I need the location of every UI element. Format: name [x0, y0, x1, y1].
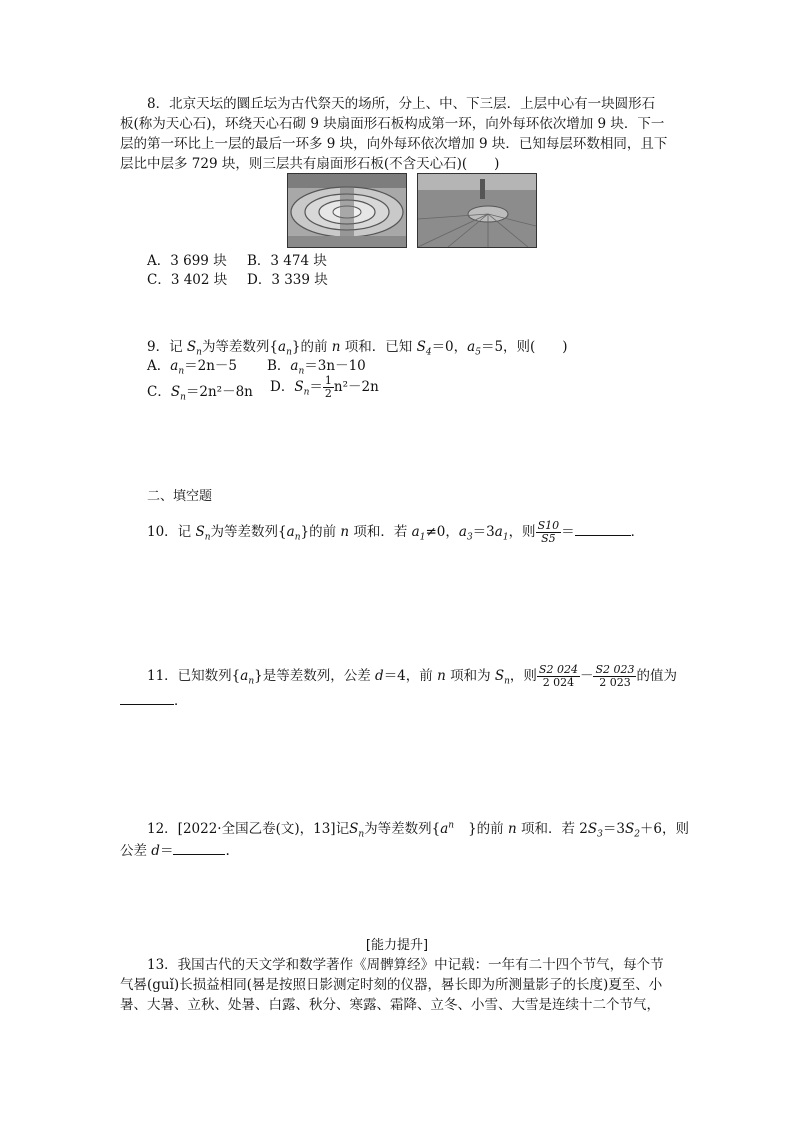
q11-line-2 [120, 692, 188, 710]
q10-t6: ，则 [508, 524, 536, 540]
q11-answer-blank[interactable] [120, 692, 174, 705]
q9-t2: }的前 [291, 339, 328, 355]
q9-option-c-label: C． [147, 384, 171, 400]
q12-t4: ＝3 [602, 821, 625, 837]
q11-minus: － [579, 668, 594, 684]
q12-t1: 为等差数列{ [364, 821, 441, 837]
q12-line2b: ＝ [159, 843, 174, 859]
section-fill-in-title: 二、填空题 [147, 489, 213, 504]
q8-option-b: B．3 474 块 [247, 253, 327, 269]
section-ability-title: [能力提升] [365, 938, 429, 953]
q9-option-d-fraction: $\frac{1}{2}$ [324, 374, 332, 400]
q9-option-c: C．$S_n=2n^2-8n$ [147, 384, 253, 403]
q12-answer-blank[interactable] [173, 842, 225, 855]
q11-t5: 的值为 [636, 668, 677, 684]
q8-option-c: C．3 402 块 [147, 272, 228, 288]
altar-center-image [418, 174, 536, 247]
q9-t1: 为等差数列{ [201, 339, 279, 355]
q13-line-3: 暑、大暑、立秋、处暑、白露、秋分、寒露、霜降、立冬、小雪、大雪是连续十二个节气， [120, 997, 660, 1013]
q10-t4: ≠0， [425, 524, 459, 540]
q9-t3: 项和．已知 [344, 339, 413, 355]
q9-stem: 9．记 $S_n$为等差数列$\{a_n\}$的前 n 项和．已知 $S_4=0$，$a_5=5$，则( ) [147, 339, 568, 358]
q13-line-1: 13．我国古代的天文学和数学著作《周髀算经》中记载：一年有二十四个节气，每个节 [147, 957, 664, 973]
q10-answer-blank[interactable] [575, 523, 631, 536]
q8-line-1: 8．北京天坛的圜丘坛为古代祭天的场所，分上、中、下三层．上层中心有一块圆形石 [147, 96, 656, 112]
altar-aerial-photo [287, 173, 407, 248]
q10-t1: 为等差数列{ [210, 524, 287, 540]
q8-line-3: 层的第一环比上一层的最后一环多 9 块，向外每环依次增加 9 块．已知每层环数相同，且下 [120, 136, 668, 152]
q10-t7: ＝ [561, 524, 575, 540]
q11-t4: ，则 [509, 668, 537, 684]
q10-stem: 10．记 $S_n$为等差数列$\{a_n\}$的前 n 项和．若 $a_1\ne 0$，$a_3=3a_1$，则 $\frac{S10}{S5}$ ＝ ． [147, 519, 645, 545]
q10-t3: 项和．若 [353, 524, 408, 540]
q11-t3: 项和为 [450, 668, 491, 684]
q11-num: 11．已知数列{ [147, 668, 241, 684]
q8-line-2: 板(称为天心石)，环绕天心石砌 9 块扇面形石板构成第一环，向外每环依次增加 9 块．下一 [120, 116, 665, 132]
q12-line2a: 公差 [120, 843, 147, 859]
q10-t2: }的前 [300, 524, 337, 540]
q12-stem: 12．[2022·全国乙卷(文)，13]记$S_n$为等差数列{$a^n$ }的前 n 项和．若 $2S_3=3S_2+6$，则 [147, 820, 690, 840]
q9-option-a-label: A． [147, 358, 171, 374]
q9-option-c-math: ＝2n²－8n [185, 384, 253, 400]
q9-option-b-label: B． [267, 358, 291, 374]
q13-line-2: 气晷(guǐ)长损益相同(晷是按照日影测定时刻的仪器，晷长即为所测量影子的长度)夏至、小 [120, 977, 663, 993]
altar-aerial-image [288, 174, 406, 247]
q9-t5: ＝5，则( ) [480, 339, 568, 355]
q12-end: . [225, 843, 230, 859]
q11-fraction-2: $\frac{S2 023}{2 023}$ [595, 663, 635, 689]
q8-option-d: D．3 339 块 [247, 272, 328, 288]
q8-line-4: 层比中层多 729 块，则三层共有扇面形石板(不含天心石)( ) [120, 156, 500, 172]
q9-option-b-math: ＝3n－10 [304, 358, 366, 374]
q11-t2: ＝4，前 [383, 668, 433, 684]
q12-t3: 项和．若 2 [520, 821, 588, 837]
q10-t5: ＝3 [472, 524, 495, 540]
q9-option-a: A．$a_n=2n-5$ [147, 358, 237, 377]
q11-t1: }是等差数列，公差 [254, 668, 371, 684]
q12-line-2: 公差 d＝ . [120, 843, 230, 859]
q9-option-a-math: ＝2n－5 [184, 358, 237, 374]
q9-t4: ＝0， [431, 339, 468, 355]
q10-end: ． [630, 524, 645, 540]
q9-option-b: B．$a_n=3n-10$ [267, 358, 366, 377]
q12-t5: ＋6，则 [639, 821, 690, 837]
q9-option-d-label: D． [270, 379, 295, 395]
q8-option-a: A．3 699 块 [147, 253, 227, 269]
q12-num: 12．[2022·全国乙卷(文)，13]记 [147, 821, 350, 837]
q9-option-d-math: n²－2n [333, 379, 379, 395]
q10-fraction: $\frac{S10}{S5}$ [537, 519, 560, 545]
altar-center-photo [417, 173, 537, 248]
q11-stem: 11．已知数列$\{a_n\}$是等差数列，公差 d＝4，前 n 项和为 $S_n$，则 $\frac{S2 024}{2 024}$ － $\frac{S2 023}{2 023}$ 的值为 [147, 663, 677, 689]
q10-num: 10．记 [147, 524, 192, 540]
q11-fraction-1: $\frac{S2 024}{2 024}$ [538, 663, 578, 689]
q11-end: ． [174, 693, 188, 709]
q12-t2: }的前 [468, 821, 504, 837]
q9-num: 9．记 [147, 339, 183, 355]
q9-option-d: D．$S_n=$ $\frac{1}{2}$ n²－2n [270, 374, 379, 400]
